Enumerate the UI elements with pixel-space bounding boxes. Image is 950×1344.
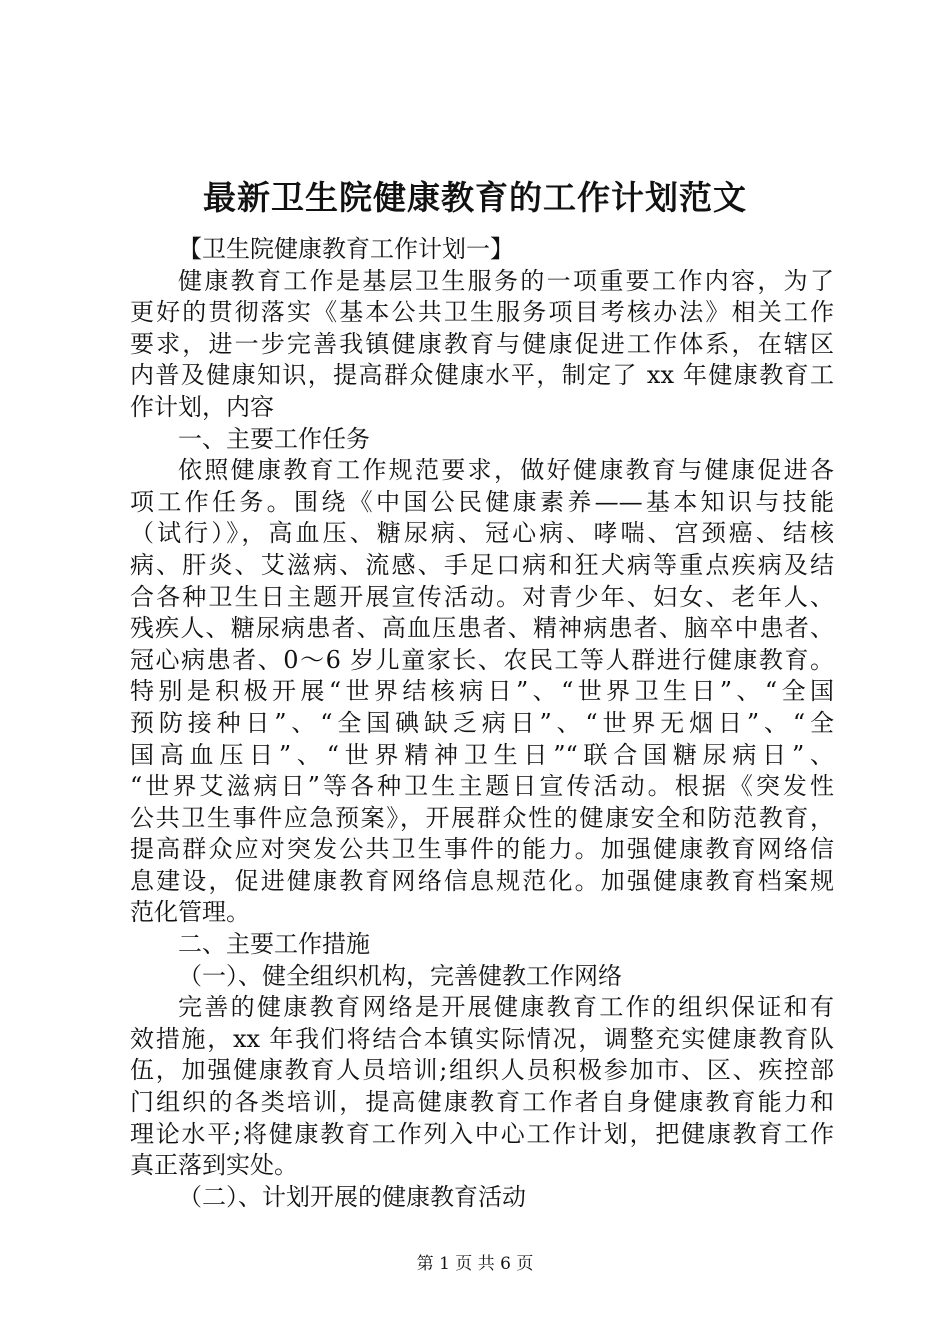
paragraph-line: 项工作任务。围绕《中国公民健康素养——基本知识与技能	[130, 487, 834, 516]
paragraph-line: 公共卫生事件应急预案》，开展群众性的健康安全和防范教育，	[130, 803, 834, 832]
subsection-heading-activities: （二）、计划开展的健康教育活动	[178, 1182, 526, 1211]
paragraph-line: 要求，进一步完善我镇健康教育与健康促进工作体系，在辖区	[130, 329, 834, 358]
document-title: 最新卫生院健康教育的工作计划范文	[203, 178, 747, 217]
paragraph-line: 息建设，促进健康教育网络信息规范化。加强健康教育档案规	[130, 866, 834, 895]
paragraph-line: 伍，加强健康教育人员培训;组织人员积极参加市、区、疾控部	[130, 1056, 834, 1085]
paragraph-line: 残疾人、糖尿病患者、高血压患者、精神病患者、脑卒中患者、	[130, 614, 834, 643]
document-body	[130, 234, 834, 1213]
paragraph-line: 国高血压日”、“世界精神卫生日”“联合国糖尿病日”、	[130, 740, 834, 769]
subsection-heading-organization: （一）、健全组织机构，完善健教工作网络	[178, 961, 622, 990]
paragraph-line: （试行）》，高血压、糖尿病、冠心病、哮喘、宫颈癌、结核	[130, 519, 834, 548]
paragraph-line: 预防接种日”、“全国碘缺乏病日”、“世界无烟日”、“全	[130, 708, 834, 737]
paragraph-line: 病、肝炎、艾滋病、流感、手足口病和狂犬病等重点疾病及结	[130, 550, 834, 579]
paragraph-line: 合各种卫生日主题开展宣传活动。对青少年、妇女、老年人、	[130, 582, 834, 611]
paragraph-line: “世界艾滋病日”等各种卫生主题日宣传活动。根据《突发性	[130, 772, 834, 801]
paragraph-line: 冠心病患者、0～6 岁儿童家长、农民工等人群进行健康教育。	[130, 645, 834, 674]
paragraph-line: 依照健康教育工作规范要求，做好健康教育与健康促进各	[178, 456, 834, 485]
paragraph-line: 特别是积极开展“世界结核病日”、“世界卫生日”、“全国	[130, 677, 834, 706]
paragraph-line: 效措施，xx 年我们将结合本镇实际情况，调整充实健康教育队	[130, 1024, 834, 1053]
section-heading-main-measures: 二、主要工作措施	[178, 930, 370, 959]
page-number: 第 1 页 共 6 页	[416, 1254, 534, 1274]
paragraph-line: 范化管理。	[130, 898, 250, 927]
paragraph-line: 真正落到实处。	[130, 1151, 298, 1180]
paragraph-line: 健康教育工作是基层卫生服务的一项重要工作内容，为了	[178, 266, 834, 295]
section-heading-main-tasks: 一、主要工作任务	[178, 424, 370, 453]
section-heading-plan-one: 【卫生院健康教育工作计划一】	[178, 235, 514, 263]
paragraph-line: 更好的贯彻落实《基本公共卫生服务项目考核办法》相关工作	[130, 298, 834, 327]
paragraph-line: 完善的健康教育网络是开展健康教育工作的组织保证和有	[178, 993, 834, 1022]
paragraph-line: 作计划，内容	[130, 392, 274, 421]
paragraph-line: 提高群众应对突发公共卫生事件的能力。加强健康教育网络信	[130, 835, 834, 864]
paragraph-line: 内普及健康知识，提高群众健康水平，制定了 xx 年健康教育工	[130, 361, 834, 390]
paragraph-line: 门组织的各类培训，提高健康教育工作者自身健康教育能力和	[130, 1088, 834, 1117]
paragraph-line: 理论水平;将健康教育工作列入中心工作计划，把健康教育工作	[130, 1119, 834, 1148]
